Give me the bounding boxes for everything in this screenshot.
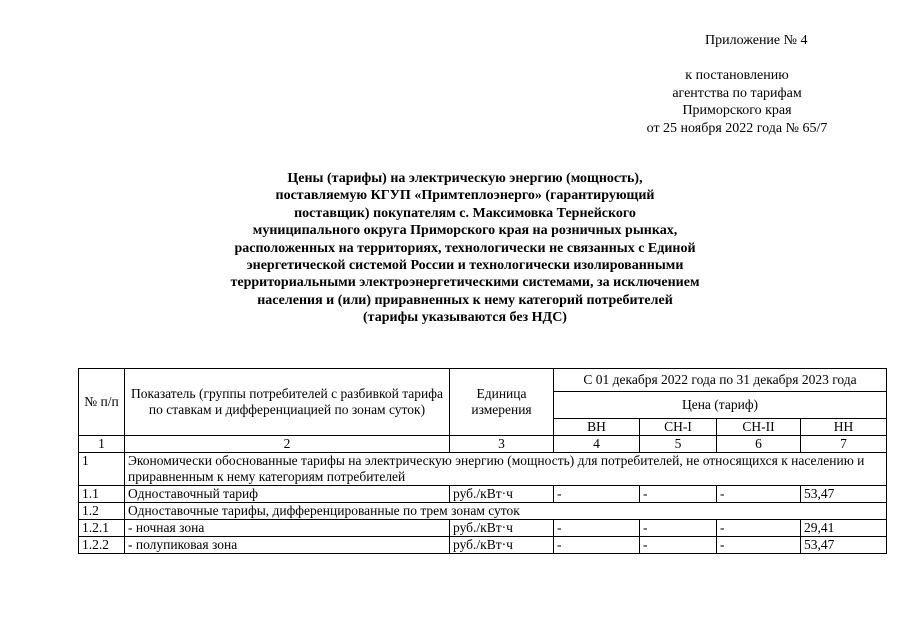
value-sn2: - xyxy=(717,486,801,503)
value-sn2: - xyxy=(717,520,801,537)
col-number: 7 xyxy=(801,436,887,453)
title-line: населения и (или) приравненных к нему категорий потребителей xyxy=(257,292,673,308)
title-line: Цены (тарифы) на электрическую энергию (мощность), xyxy=(287,171,643,186)
row-unit: руб./кВт·ч xyxy=(450,520,554,537)
row-unit: руб./кВт·ч xyxy=(450,486,554,503)
row-num: 1.1 xyxy=(79,486,125,503)
section-text: Экономически обоснованные тарифы на электрическую энергию (мощность) для потребителей, не относящихся к населению и приравненным к нему категориям потребителей xyxy=(125,453,887,486)
value-nn: 29,41 xyxy=(801,520,887,537)
table-row xyxy=(79,503,887,520)
col-number: 1 xyxy=(79,436,125,453)
col-number: 4 xyxy=(554,436,640,453)
title-line: энергетической системой России и технологически изолированными xyxy=(246,258,684,274)
row-num: 1.2.1 xyxy=(79,520,125,537)
title-line: территориальными электроэнергетическими системами, за исключением xyxy=(230,275,700,291)
value-vn: - xyxy=(554,537,640,554)
row-num: 1.2 xyxy=(79,503,125,520)
col-number: 3 xyxy=(450,436,554,453)
col-number: 5 xyxy=(640,436,717,453)
header-level-vn: ВН xyxy=(554,419,640,436)
header-level-sn2: СН-II xyxy=(717,419,801,436)
header-price: Цена (тариф) xyxy=(554,392,887,419)
col-number: 2 xyxy=(125,436,450,453)
table-row xyxy=(79,520,887,537)
col-number: 6 xyxy=(717,436,801,453)
appendix-line: к постановлению xyxy=(685,68,789,83)
appendix-reference xyxy=(607,67,867,137)
table-row xyxy=(79,486,887,503)
title-line: (тарифы указываются без НДС) xyxy=(363,310,567,326)
row-name: - полупиковая зона xyxy=(125,537,450,554)
appendix-number: Приложение № 4 xyxy=(705,33,808,48)
value-vn: - xyxy=(554,520,640,537)
value-vn: - xyxy=(554,486,640,503)
table-row xyxy=(79,537,887,554)
row-name: - ночная зона xyxy=(125,520,450,537)
value-sn1: - xyxy=(640,520,717,537)
value-sn2: - xyxy=(717,537,801,554)
header-level-nn: НН xyxy=(801,419,887,436)
header-level-sn1: СН-I xyxy=(640,419,717,436)
tariff-table xyxy=(78,368,887,554)
header-num: № п/п xyxy=(79,369,125,436)
header-unit: Единица измерения xyxy=(450,369,554,436)
row-name: Одноставочные тарифы, дифференцированные по трем зонам суток xyxy=(125,503,887,520)
value-sn1: - xyxy=(640,537,717,554)
column-number-row xyxy=(79,436,887,453)
header-period: С 01 декабря 2022 года по 31 декабря 2023 года xyxy=(554,369,887,392)
value-nn: 53,47 xyxy=(801,537,887,554)
appendix-line: агентства по тарифам xyxy=(672,85,802,101)
row-num: 1 xyxy=(79,453,125,486)
row-name: Одноставочный тариф xyxy=(125,486,450,503)
appendix-line: от 25 ноября 2022 года № 65/7 xyxy=(646,120,828,136)
row-num: 1.2.2 xyxy=(79,537,125,554)
document-title xyxy=(180,170,750,327)
value-nn: 53,47 xyxy=(801,486,887,503)
header-indicator: Показатель (группы потребителей с разбивкой тарифа по ставкам и дифференциацией по зонам суток) xyxy=(125,369,450,436)
value-sn1: - xyxy=(640,486,717,503)
title-line: расположенных на территориях, технологически не связанных с Единой xyxy=(234,240,696,256)
appendix-line: Приморского края xyxy=(682,103,792,118)
row-unit: руб./кВт·ч xyxy=(450,537,554,554)
title-line: муниципального округа Приморского края на розничных рынках, xyxy=(252,223,678,239)
table-row xyxy=(79,453,887,486)
title-line: поставляемую КГУП «Примтеплоэнерго» (гарантирующий xyxy=(275,188,655,204)
title-line: поставщик) покупателям с. Максимовка Тернейского xyxy=(294,205,636,221)
